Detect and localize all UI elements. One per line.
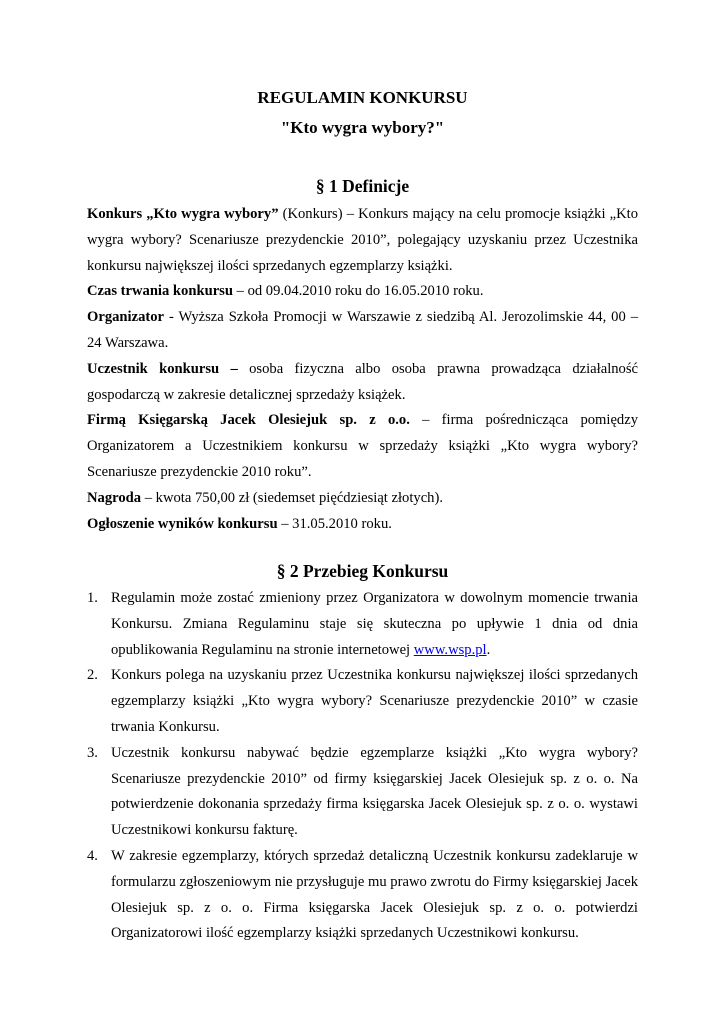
definition-term: Czas trwania konkursu [87,283,233,300]
definitions-block [87,202,638,537]
definition-uczestnik [87,357,638,409]
definition-term: Uczestnik konkursu – [87,360,238,377]
section-1-heading: § 1 Definicje [315,176,410,196]
section-2-heading: § 2 Przebieg Konkursu [276,561,449,581]
rules-list [87,586,638,947]
definition-organizator [87,305,638,357]
list-item-number: 2. [87,667,98,684]
definition-term: Konkurs „Kto wygra wybory” [87,206,279,222]
list-item-text: Regulamin może zostać zmieniony przez Organizatora w dowolnym momencie trwania Konkursu. Zmiana Regulaminu staje się skuteczna po upływie 1 dnia od dnia opublikowania Regulaminu na stronie internetowej [111,590,638,658]
definition-text: osoba fizyczna albo osoba prawna prowadząca działalność gospodarczą w zakresie detalicznej sprzedaży książek. [87,360,638,403]
list-item-number: 4. [87,847,98,864]
definition-term: Ogłoszenie wyników konkursu [87,515,278,532]
definition-text: (Konkurs) – Konkurs mający na celu promocje książki „Kto wygra wybory? Scenariusze prezydenckie 2010”, polegający uzyskaniu przez Uczestnika konkursu największej ilości sprzedanych egzemplarzy książki. [87,206,638,274]
website-link[interactable]: www.wsp.pl [413,641,487,658]
list-item-number: 1. [87,590,98,606]
definition-term: Nagroda [87,489,142,506]
definition-term: Firmą Księgarską Jacek Olesiejuk sp. z o.o. [87,412,410,429]
list-item-number: 3. [87,744,98,761]
definition-firma-ksiegarska [87,408,638,485]
document-title: REGULAMIN KONKURSU [257,88,468,107]
list-item-text-end: . [486,641,491,658]
definition-text: - Wyższa Szkoła Promocji w Warszawie z siedzibą Al. Jerozolimskie 44, 00 – 24 Warszawa. [87,309,638,351]
definition-czas-trwania [87,279,638,305]
list-item-text: Uczestnik konkursu nabywać będzie egzemplarze książki „Kto wygra wybory? Scenariusze prezydenckie 2010” od firmy księgarskiej Jacek Olesiejuk sp. z o. o. Na potwierdzenie dokonania sprzedaży firma księgarska Jacek Olesiejuk sp. z o. o. wystawi Uczestnikowi konkursu fakturę. [111,744,638,839]
definition-term: Organizator [87,309,165,326]
definition-text: – od 09.04.2010 roku do 16.05.2010 roku. [232,283,484,300]
list-item [87,586,638,663]
definition-text: – firma pośrednicząca pomiędzy Organizatorem a Uczestnikiem konkursu w sprzedaży książki „Kto wygra wybory? Scenariusze prezydenckie 2010 roku”. [87,412,638,480]
list-item-text: W zakresie egzemplarzy, których sprzedaż detaliczną Uczestnik konkursu zadeklaruje w formularzu zgłoszeniowym nie przysługuje mu prawo zwrotu do Firmy księgarskiej Jacek Olesiejuk sp. z o. o. Firma księgarska Jacek Olesiejuk sp. z o. o. potwierdzi Organizatorowi ilość egzemplarzy książki sprzedanych Uczestnikowi konkursu. [111,847,638,942]
list-item [87,844,638,947]
definition-text: – kwota 750,00 zł (siedemset pięćdziesiąt złotych). [141,489,443,506]
definition-nagroda [87,486,638,512]
list-item [87,663,638,740]
list-item [87,741,638,844]
definition-ogloszenie [87,512,638,538]
list-item-text: Konkurs polega na uzyskaniu przez Uczestnika konkursu największej ilości sprzedanych egzemplarzy książki „Kto wygra wybory? Scenariusze prezydenckie 2010” w czasie trwania Konkursu. [111,667,638,735]
document-subtitle: "Kto wygra wybory?" [280,118,445,137]
definition-text: – 31.05.2010 roku. [277,515,392,532]
definition-konkurs [87,202,638,279]
